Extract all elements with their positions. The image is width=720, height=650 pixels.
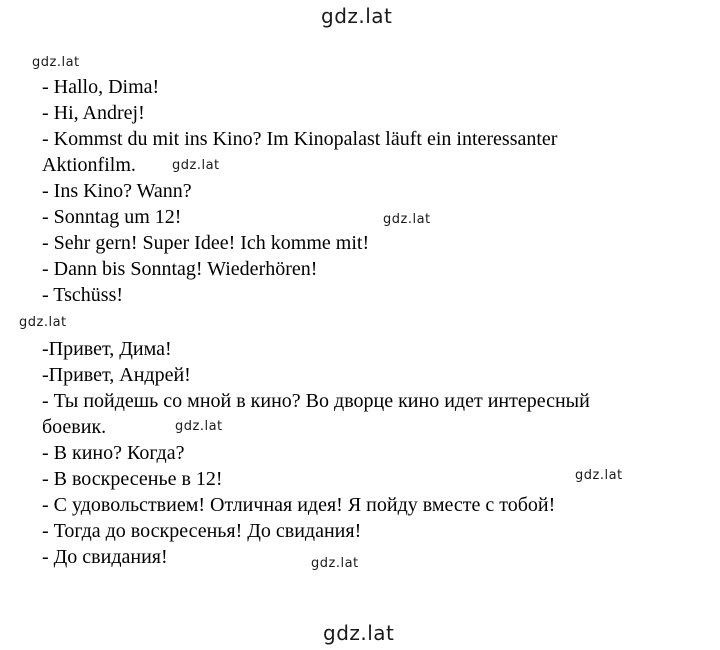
german-line: - Sonntag um 12! <box>42 206 182 228</box>
watermark: gdz.lat <box>172 158 220 173</box>
german-line: - Sehr gern! Super Idee! Ich komme mit! <box>42 232 370 254</box>
russian-line: - В воскресенье в 12! <box>42 468 223 490</box>
watermark: gdz.lat <box>575 468 623 483</box>
german-line: - Hi, Andrej! <box>42 102 145 124</box>
russian-line: -Привет, Дима! <box>42 338 172 360</box>
german-line: Aktionfilm. <box>42 154 136 176</box>
russian-line: - Ты пойдешь со мной в кино? Во дворце кино идет интересный <box>42 390 590 412</box>
german-line: - Ins Kino? Wann? <box>42 180 192 202</box>
watermark: gdz.lat <box>383 212 431 227</box>
watermark: gdz.lat <box>175 419 223 434</box>
russian-line: - Тогда до воскресенья! До свидания! <box>42 520 362 542</box>
russian-line: - До свидания! <box>42 546 168 568</box>
watermark: gdz.lat <box>311 556 359 571</box>
watermark: gdz.lat <box>32 55 80 70</box>
russian-line: - С удовольствием! Отличная идея! Я пойду вместе с тобой! <box>42 494 556 516</box>
russian-line: боевик. <box>42 416 107 438</box>
german-line: - Dann bis Sonntag! Wiederhören! <box>42 258 318 280</box>
russian-line: -Привет, Андрей! <box>42 364 191 386</box>
german-line: - Tschüss! <box>42 284 124 306</box>
german-dialogue <box>42 74 557 308</box>
watermark-bottom: gdz.lat <box>323 621 395 645</box>
german-line: - Kommst du mit ins Kino? Im Kinopalast läuft ein interessanter <box>42 128 558 150</box>
russian-line: - В кино? Когда? <box>42 442 185 464</box>
german-line: - Hallo, Dima! <box>42 76 160 98</box>
watermark: gdz.lat <box>19 315 67 330</box>
russian-dialogue <box>42 336 590 570</box>
watermark-top: gdz.lat <box>321 4 393 28</box>
